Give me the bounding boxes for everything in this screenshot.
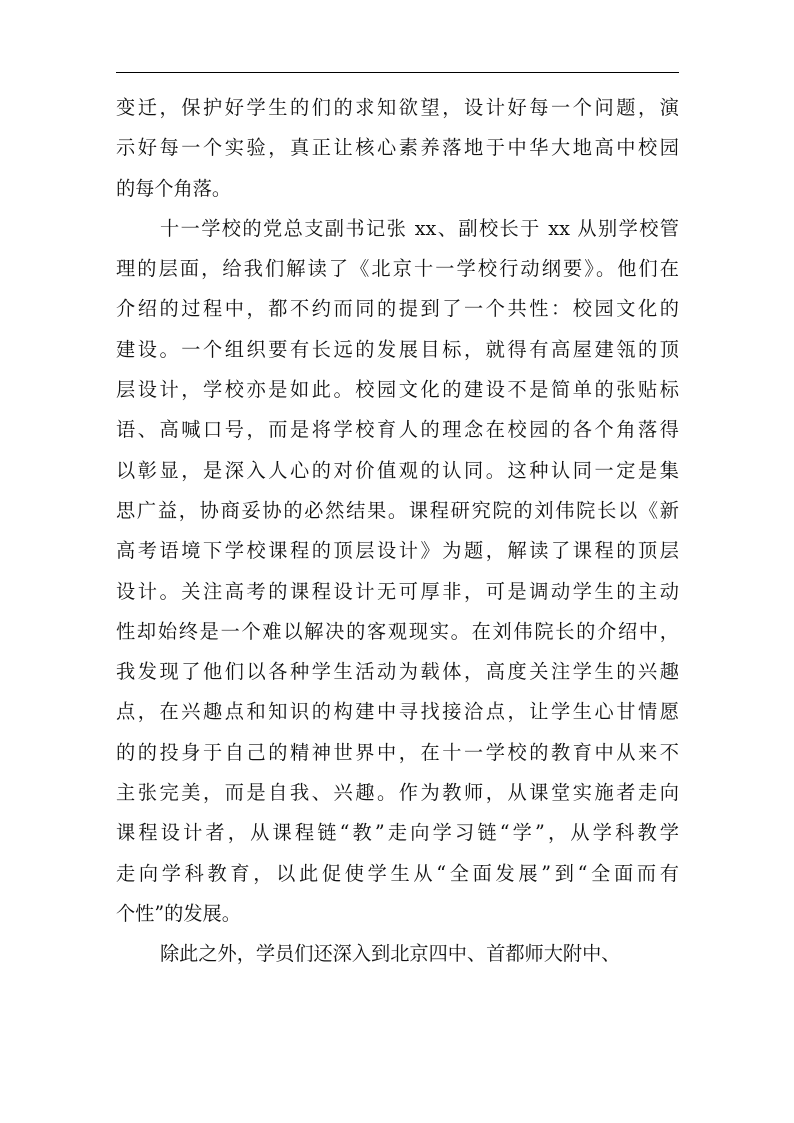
text-line: 介绍的过程中，都不约而同的提到了一个共性：校园文化的 xyxy=(116,297,679,321)
text-line: 高考语境下学校课程的顶层设计》为题，解读了课程的顶层 xyxy=(116,539,679,563)
text-line: 示好每一个实验，真正让核心素养落地于中华大地高中校园 xyxy=(116,136,679,160)
header-rule xyxy=(116,72,679,73)
text-line: 以彰显，是深入人心的对价值观的认同。这种认同一定是集 xyxy=(116,458,679,482)
text-line: 建设。一个组织要有长远的发展目标，就得有高屋建瓴的顶 xyxy=(116,337,679,361)
text-line: 主张完美，而是自我、兴趣。作为教师，从课堂实施者走向 xyxy=(116,781,679,805)
text-line: 课程设计者，从课程链“教”走向学习链“学”，从学科教学 xyxy=(116,821,679,845)
text-line: 点，在兴趣点和知识的构建中寻找接洽点，让学生心甘情愿 xyxy=(116,700,679,724)
text-line: 性却始终是一个难以解决的客观现实。在刘伟院长的介绍中， xyxy=(116,619,679,643)
text-line: 变迁，保护好学生的们的求知欲望，设计好每一个问题，演 xyxy=(116,96,679,119)
text-line: 层设计，学校亦是如此。校园文化的建设不是简单的张贴标 xyxy=(116,378,679,402)
text-line: 语、高喊口号，而是将学校育人的理念在校园的各个角落得 xyxy=(116,418,679,442)
text-line: 设计。关注高考的课程设计无可厚非，可是调动学生的主动 xyxy=(116,579,679,603)
text-line: 走向学科教育，以此促使学生从“全面发展”到“全面而有 xyxy=(116,861,679,885)
body-text xyxy=(116,88,679,975)
text-line: 个性”的发展。 xyxy=(116,901,241,925)
text-line: 的每个角落。 xyxy=(116,176,232,200)
text-line: 的的投身于自己的精神世界中，在十一学校的教育中从来不 xyxy=(116,740,679,764)
text-line: 除此之外，学员们还深入到北京四中、首都师大附中、 xyxy=(160,942,621,966)
text-line: 我发现了他们以各种学生活动为载体，高度关注学生的兴趣 xyxy=(116,660,679,684)
text-line: 理的层面，给我们解读了《北京十一学校行动纲要》。他们在 xyxy=(116,257,679,281)
text-line: 思广益，协商妥协的必然结果。课程研究院的刘伟院长以《新 xyxy=(116,498,679,522)
text-line: 十一学校的党总支副书记张 xx、副校长于 xx 从别学校管 xyxy=(160,216,679,240)
